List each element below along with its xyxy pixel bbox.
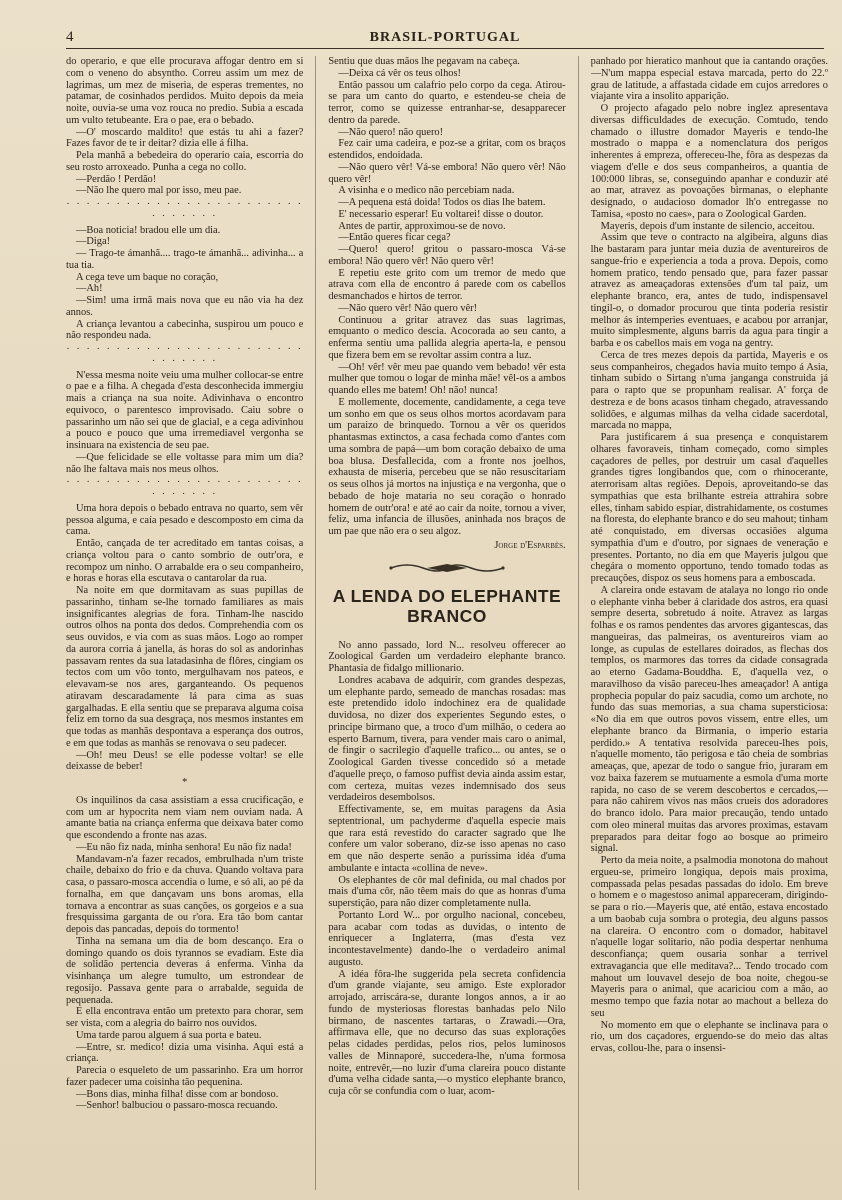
paragraph: Assim que teve o contracto na algibeira, alguns dias lhe bastaram para juntar meia duzia de aventureiros de sangue-frio e experiencia a toda a prova. Depois, como homem pratico, tendo pensado que, para fazer passar atravez as ameaçadoras extensões d'um tal paiz, um elephante branco, era, antes de tudo, indispensavel tingil-o, o domador procurou que tinta poderia resistir melhor ás intemperies eventuaes, e acabou por arranjar, muito simplesmente, alguns barris da agua para tingir a barba e os cabellos mais em voga na gentry. — [590, 232, 828, 349]
paragraph: Para justificarem á sua presença e conquistarem olhares favoraveis, tinham começado, como simples caçadores de pelles, por destruir um casal d'aquelles grandes tigres longibandos que, com o rhinocerante, aterrorisam altas regiões. Depois, aproveitando-se das sympathias que esta brilhante estreia attrahira sobre elles, tinham sabido espiar, distrahidamente, os costumes na floresta, do elephante branco e do seu mahout; tinham até conquistado, em diversas occasiões alguma sympathia d'um e d'outro, por signaes de veneração e presentes. Portanto, no dia em que Mayeris julgou que chegára o momento opportuno, tendo tomado todas as precauções, dispoz os seus homens para a emboscada. — [590, 432, 828, 584]
paragraph: —Sim! uma irmã mais nova que eu não via ha dez annos. — [66, 295, 304, 318]
paragraph: —Diga! — [76, 236, 111, 248]
paragraph: A cega teve um baque no coração, — [76, 271, 219, 283]
paragraph: N'essa mesma noite veiu uma mulher collocar-se entre o pae e a filha. A chegada d'esta desconhecida immergiu mais a criança na sua noite. Adivinhava o encontro equivoco, o parentesco improvisado. Caiu sobre o passarinho um não sei que de glacial, e a cega adivinhou a pouco e pouco que uma irremediavel vergonha se insinuara na existencia de seu pae. — [66, 369, 304, 451]
paragraph: E mollemente, docemente, candidamente, a cega teve um sonho em que os seus olhos mortos acordavam para um paraizo de brinquedo. Tornou a vêr os queridos phantasmas extinctos, a casa fechada como d'antes com uma sombra de papá—um bom coração debaixo de uma boa blusa. Desfallecida, com a fronte nos joelhos, exhausta de miseria, percebeu que se não resuscitariam os seus olhos já mortos na injustiça e na vergonha, que o bebado de hoje mataria no seu coração o honrado homem de outr'ora! e até ao cair da noite, tornou a viver, feliz, uma infancia de illusões, aninhada nos braços de um pae que não era o seu algoz. — [328, 396, 566, 537]
dot-separator: · · · · · · · · · · · · · · · · · · · · · · · · · · · · · · · — [66, 477, 304, 500]
paragraph: —Não lhe quero mal por isso, meu pae. — [76, 185, 242, 197]
paragraph: Perto da meia noite, a psalmodia monotona do mahout ergueu-se, primeiro longiqua, depois mais proxima, compassada pelas pesadas passadas do idolo. Em breve o homem e o magestoso animal appareceram, dirigindo-se para o rio.—Mayeris que, até então, estava encostado a um baobab cuja sombra o protegia, deu alguns passos na clareira. O encontro com o domador, habitavel n'aquelle logar solitario, não podia despertar nenhuma desconfiança; quem ousaria sonhar a terrivel extravagancia que elle meditava?... Tendo trocado com mahout um louvavel desejo de boa noite, chegou-se Mayeris para o animal, que acariciou com a mão, ao mesmo tempo que fazia notar ao machout a belleza do seu — [590, 855, 828, 1019]
column-divider — [578, 56, 579, 1190]
paragraph: —Ah! — [76, 283, 103, 295]
paragraph: Portanto Lord W... por orgulho nacional, concebeu, para acabar com todas as duvidas, o intento de enriquecer a Inglaterra, (mas d'esta vez incontestavelmente) dando-lhe o verdadeiro animal augusto. — [328, 909, 566, 968]
paragraph: —Boa noticia! bradou elle um dia. — [76, 224, 221, 236]
dot-separator: · · · · · · · · · · · · · · · · · · · · · · · · · · · · · · · — [66, 344, 304, 367]
paragraph: Uma hora depois o bebado entrava no quarto, sem vêr pessoa alguma, e caía pesado e descomposto em cima da cama. — [66, 502, 304, 538]
columns — [66, 56, 828, 1190]
paragraph: —Senhor! balbuciou o passaro-mosca recuando. — [76, 1100, 278, 1112]
page-header — [66, 26, 824, 49]
paragraph: E ella encontrava então um pretexto para chorar, sem ser vista, com a alegria do bairro nos ouvidos. — [66, 1006, 304, 1029]
paragraph: Parecia o esqueleto de um passarinho. Era um horror fazer padecer uma coisinha tão pequenina. — [66, 1065, 304, 1088]
ornament-divider-icon — [387, 562, 507, 574]
paragraph: Os elephantes de côr mal definida, ou mal chados por mais d'uma côr, não têem mais do que as honras d'uma superstição, para não dizer completamente nulla. — [328, 874, 566, 909]
paragraph: — Trago-te ámanhã.... trago-te ámanhã... adivinha... a tua tia. — [66, 248, 304, 271]
paragraph: No anno passado, lord N... resolveu offerecer ao Zoological Garden um verdadeiro elephante branco. Phantasia de fidalgo millionario. — [328, 639, 566, 674]
paragraph: O projecto afagado pelo nobre inglez apresentava diversas difficuldades de execução. Comtudo, tendo chamado o illustre domador Mayeris e tendo-lhe mostrado o mappa e a nomenclatura dos perigos inherentes á empreza, offereceu-lhe, fôra as despezas da viagem d'elle e dos seus companheiros, a quantia de 100:000 libras, se, conseguindo apanhar e conduzir até ao mar, atravez as povoações birmanas, o elephante designado, o audacioso domador lh'o entregasse no Tamisa, «posto no caes», para o Zoological Garden. — [590, 103, 828, 220]
paragraph: Londres acabava de adquirir, com grandes despezas, um elephante pardo, semeado de manchas rosadas: mas este pretendido idolo indochinez era de qualidade duvidosa, no dizer dos experientes Segundo estes, o principe birmano que, a troco d'um milhão, o cedera ao esperto Barnum, tivera, para vender mais caro o animal, de fingir o sacrilegio d'aquelle trafico... ou antes, se o Zoological Garden tivesse concedido só a metade d'aquelle preço, o famoso puffist devia ainda assim estar, com certeza, muitas vezes indemnisado dos seus verdadeiros desembolsos. — [328, 674, 566, 804]
paragraph: Continuou a gritar atravez das suas lagrimas, emquanto o medico descia. Acocorada ao seu canto, a enferma sentiu uma pallida alegria aperta-la, e pensou que fizera bem em se revoltar assim contra a luz. — [328, 314, 566, 361]
column-1 — [66, 56, 303, 1190]
paragraph: Cerca de tres mezes depois da partida, Mayeris e os seus companheiros, chegados havia muito tempo á Asia, tinham subido o Sirtang n'uma janganga construida já para o rapto que se propunham realisar. A' força de destreza e de bons acasos tinham chegado, atravessando solidões, e algumas milhas da velha cidade sacerdotal, marcada no mappa, — [590, 349, 828, 432]
paragraph: Tinha na semana um dia de bom descanço. Era o domingo quando os dois tyrannos se evadiam. Este dia de solidão pertencia deveras á enferma. Vinha da visinhança um alegre tumulto, um estrondear de regosijo. Passava gente para o arrabalde, seguida de pequenada. — [66, 935, 304, 1006]
paragraph: Mandavam-n'a fazer recados, embrulhada n'um triste chaile, debaixo do frio e da chuva. Quando voltava para casa, o passaro-mosca accendia o lume, e só ali, ao pé da fornalha, em que dançavam uns bons aromas, ella tornava a encontrar as suas canções, os gorgeios e a sua fresquissima garganta de ou r'ora. Era tão bom cantar depois das pancadas, depois do tormento! — [66, 853, 304, 935]
running-title: BRASIL-PORTUGAL — [369, 30, 521, 45]
paragraph: A clareira onde estavam de atalaya no longo rio onde o elephante vinha beber á claridade dos astros, era quasi sempre deserta, sobretudo á noite. Atravez as largas folhas e os ramos pendentes das arvores gigantescas, das mangueiras, das palmeiras, os aventureiros viam ao longe, as cupulas de estellares doirados, as flechas dos templos, os marmores das torres da cidade consagrada ao eterno Gadama-Bouddha. E, d'aquella vez, o maravilhoso da visão pareceu-lhes ameaçador! A antiga prophecia popular do paiz sacudia, como um archote, no fundo das suas memorias, a sua chama supersticiosa: «No dia em que outros povos vissem, entre elles, um elephante branco da Birmania, o imperio estaria perdido.» A tentativa resolvida pareceu-lhes pois, n'aquelle momento, tão perigosa e tão cheia de sombrias ameaças, que, apezar de todo o sangue frio, juraram em voz baixa fazerem se mutuamente a esmola d'uma morte rapida, no caso de se verem descobertos e cercados,—para não cahirem vivos nas mãos crueis dos adoradores do branco idolo. Para maior precaução, tendo untado com oleo mineral muitas das arvores proximas, estavam preparados para deitar fogo ao bosque ao primeiro signal. — [590, 584, 828, 855]
paragraph: Effectivamente, se, em muitas paragens da Asia septentrional, um pachyderme d'aquella especie mais que rara está revestido do caracter sagrado que lhe confere um valor soberano, diz-se isso apenas no caso em que não desperte senão a puríssima idéa d'uma ambulante e intacta «collina de neve». — [328, 804, 566, 874]
page-number: 4 — [66, 29, 74, 45]
paragraph: —Oh! meu Deus! se elle podesse voltar! se elle deixasse de beber! — [66, 749, 304, 773]
section-asterisk: * — [182, 777, 188, 788]
author-signature: Jorge d'Esparbès. — [494, 539, 566, 551]
paragraph: E' necessario esperar! Eu voltarei! disse o doutor. — [338, 208, 544, 220]
paragraph: —Não quero! não quero! — [338, 126, 444, 138]
paragraph: —Perdão ! Perdão! — [76, 173, 157, 185]
paragraph: E repetiu este grito com um tremor de medo que atrava com ella de encontro á parede com os cabellos desmanchados e hirtos de terror. — [328, 267, 566, 302]
paragraph: panhado por hieratico manhout que ia cantando orações.—N'um mappa especial estava marcada, perto do 22.º grau de latitude, a affastada cidade em cujos arredores o viajante vira a insolito apparição. — [590, 56, 828, 103]
paragraph: —Deixa cá vêr os teus olhos! — [338, 67, 461, 79]
paragraph: Os inquilinos da casa assistiam a essa crucificação, e com um ar hypocrita nem viam nem ouviam nada. A amante batia na criança enferma que deixava bater como que escondendo a fronte nas azas. — [66, 794, 304, 841]
paragraph: —Não quero vêr! Vá-se embora! Não quero vêr! Não quero vêr! — [328, 161, 566, 185]
paragraph: —Bons dias, minha filha! disse com ar bondoso. — [76, 1088, 279, 1100]
paragraph: do operario, e que elle procurava affogar dentro em si com o veneno do absyntho. Correu assim um mez de lagrimas, um mez de miseria, de esperas trementes, no patamar, de cosinhados perdidos. Muito depois da meia noite, ouvia-se uma voz rouca no predio. Subia a escada um vulto tetubeante. Era o pae, era o bebado. — [66, 56, 304, 126]
paragraph: Mayeris, depois d'um instante de silencio, acceitou. — [600, 220, 815, 232]
paragraph: —Oh! vêr! vêr meu pae quando vem bebado! vêr esta mulher que tomou o logar de minha mãe! vêl-os a ambos quando elles me batem! Oh! não! nunca! — [328, 361, 566, 396]
paragraph: Pela manhã a bebedeira do operario caia, escorria do seu rosto arroxeado. Punha a cega no collo. — [66, 150, 304, 173]
paragraph: Na noite em que dormitavam as suas pupillas de passarinho, tinham se-lhe tornado familiares as mais insignificantes alegrias de fora. Tinham-lhe nascido outros olhos na ponta dos dedos. Comprehendia com os seus ouvidos, e via com as suas mãos. Logo ao romper da aurora corria á janella, ás horas do sol as andorinhas passavam rentes da sua latadasinha de flôres, cingiam os tectos com um vôo tonto, mergulhavam nos pateos, e elevavam-se nos ares, garganteando. Os pequenos atiravam descaradamente lá para cima as suas gargalhadas. E ella sentiu que se preparava alguma coisa feliz em torno da sua desgraça, nos mesmos instantes em que todas as manhãs despontava a esperança dos outros, e em que todas as manhãs se renovava o seu padecer. — [66, 585, 304, 749]
paragraph: —Que felicidade se elle voltasse para mim um dia? não lhe faltava mais nos meus olhos. — [66, 451, 304, 475]
paragraph: —A pequena está doida! Todos os dias lhe batem. — [338, 197, 546, 208]
paragraph: A criança levantou a cabecinha, suspirou um pouco e não respondeu nada. — [66, 318, 304, 342]
paragraph: Então passou um calafrio pelo corpo da cega. Atirou-se para um canto do quarto, e estendeu-se cheia de terror, como se quizesse entranhar-se, desapparecer dentro da parede. — [328, 79, 566, 126]
paragraph: A idéa fôra-lhe suggerida pela secreta confidencia d'um grande viajante, seu amigo. Este explorador arrojado, arriscára-se, durante longos annos, a ir ao fundo de mysteriosas florestas banhadas pelo Nilo birmano, de nascentes tartaras, o Zrawadi.—Ora, affirmava elle, que no decurso das suas explorações pelas cidades perdidas, pelos rios, pelos luminosos valles de Minnaporé, succedera-lhe, n'uma formosa noite, entrevêr,—no luzir d'uma clareira pouco distante d'uma velha cidade santa,—o mystico elephante branco, cuja côr se confundia com o luar, acom- — [328, 968, 566, 1097]
paragraph: Sentiu que duas mãos lhe pegavam na cabeça. — [328, 56, 520, 67]
column-2 — [328, 56, 565, 1190]
paragraph: Antes de partir, approximou-se de novo. — [338, 220, 506, 232]
dot-separator: · · · · · · · · · · · · · · · · · · · · · · · · · · · · · · · — [66, 199, 304, 222]
paragraph: —Então queres ficar cega? — [338, 232, 451, 244]
paragraph: —O' moscardo maldito! que estás tu ahi a fazer? Fazes favor de te ir deitar? dizia elle á filha. — [66, 126, 304, 150]
paragraph: —Não quero vêr! Não quero vêr! — [338, 302, 478, 314]
paragraph: Uma tarde parou alguem á sua porta e bateu. — [76, 1029, 262, 1041]
article-title: A LENDA DO ELEPHANTE BRANCO — [332, 585, 562, 626]
paragraph: —Eu não fiz nada, minha senhora! Eu não fiz nada! — [76, 841, 292, 853]
paragraph: A visinha e o medico não percebiam nada. — [338, 185, 515, 197]
paragraph: —Quero! quero! gritou o passaro-mosca Vá-se embora! Não quero vêr! Não quero vêr! — [328, 244, 566, 267]
column-3 — [591, 56, 828, 1190]
paragraph: —Entre, sr. medico! dizia uma visinha. Aqui está a criança. — [66, 1041, 304, 1065]
paragraph: Então, cançada de ter acreditado em tantas coisas, a criança voltou para o canto sombrio de outr'ora, e recompoz um ninho. O arrabalde era o seu companheiro, e horas e horas ella escutava o cantarolar da rua. — [66, 538, 304, 585]
paragraph: Fez cair uma cadeira, e poz-se a gritar, com os braços estendidos, endoidada. — [328, 138, 566, 161]
paragraph: No momento em que o elephante se inclinava para o rio, um dos caçadores, erguendo-se do meio das altas ervas, collou-lhe, para o insensi- — [590, 1019, 828, 1054]
column-divider — [315, 56, 316, 1190]
